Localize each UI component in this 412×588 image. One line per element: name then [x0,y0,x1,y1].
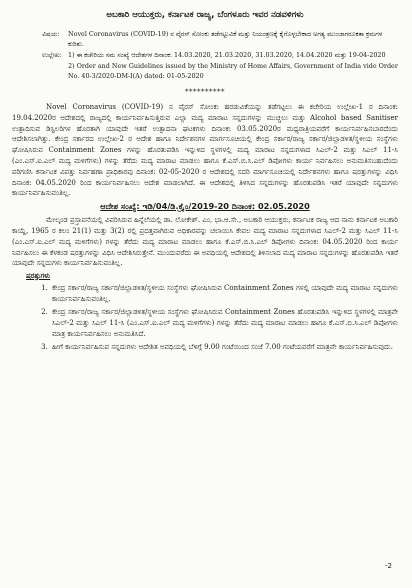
separator-stars: ********** [185,88,225,96]
references-block [42,50,398,81]
condition-item: 2. ಕೇಂದ್ರ ಸರ್ಕಾರ/ರಾಜ್ಯ ಸರ್ಕಾರ/ಜಿಲ್ಲಾಡಳಿತ/ಸ್ಥಳೀಯ ಸಂಸ್ಥೆಗಳು ಘೋಷಿಸಿರುವ Containment Zones ಹೊರತುಪಡಿಸಿ ಇನ್ನುಳಿದ ಸ್ಥಳಗಳಲ್ಲಿ ಮಾತ್ರವೇ ಸಿಎಲ್-2 ಮತ್ತು ಸಿಎಲ್ 11-ಸಿ (ಎಂ.ಎಸ್.ಐ.ಎಲ್ ಮದ್ಯ ಮಳಿಗೆಗಳು) ಗಳನ್ನು ತೆರೆದು ಮದ್ಯ ಮಾರಾಟ ಮಾಡಲು ಹಾಗೂ ಕೆ.ಎಸ್.ಬಿ.ಸಿ.ಎಲ್ ಡಿಪೋಗಳು ಮಾತ್ರ ಕಾರ್ಯನಿರ್ವಹಿಸಲು ಅನುಮತಿಸಿದೆ. [50,307,398,340]
reference-item-2: 2) Order and New Guidelines issued by the Ministry of Home Affairs, Government of India vide Order No. 40-3/2020-DM-I(A) dated: 01-05-2020 [68,62,398,80]
condition-item: 1. ಕೇಂದ್ರ ಸರ್ಕಾರ/ರಾಜ್ಯ ಸರ್ಕಾರ/ಜಿಲ್ಲಾಡಳಿತ/ಸ್ಥಳೀಯ ಸಂಸ್ಥೆಗಳು ಘೋಷಿಸಿರುವ Containment Zones ಗಳಲ್ಲಿ ಯಾವುದೇ ಮದ್ಯ ಮಾರಾಟ ಸನ್ನದುಗಳು ಕಾರ್ಯನಿರ್ವಹಿಸುವಂತಿಲ್ಲ. [50,283,398,305]
conditions-title: ಷರತ್ತುಗಳು [26,272,51,281]
subject-text: Novel Coronavirus (COVID-19) ನ ವೈರಸ್ ಸೋಂಕು ತಡೆಗಟ್ಟುವಿಕೆ ಮತ್ತು ನಿಯಂತ್ರಣಕ್ಕೆ ಕೈಗೊಳ್ಳಬೇಕಾದ ಅಗತ್ಯ ಮುಂಜಾಗರೂಕತಾ ಕ್ರಮಗಳ ಕುರಿತು. [68,30,383,48]
subject-label: ವಿಷಯ: [42,30,60,38]
intro-paragraph [12,102,398,199]
references-label: ಉಲ್ಲೇಖ: [42,51,62,59]
document-header: ಅಬಕಾರಿ ಆಯುಕ್ತರು, ಕರ್ನಾಟಕ ರಾಜ್ಯ, ಬೆಂಗಳೂರು ಇವರ ನಡವಳಿಗಳು [106,10,304,20]
order-paragraph [12,215,398,269]
intro-paragraph-text: Novel Coronavirus (COVID-19) ನ ವೈರಸ್ ಸೋಂಕು ಹರಡುವಿಕೆಯನ್ನು ತಡೆಗಟ್ಟಲು ಈ ಕಚೇರಿಯ ಉಲ್ಲೇಖ-1 ರ ದಿನಾಂಕ: 19.04.2020ರ ಆದೇಶದಲ್ಲಿ ರಾಜ್ಯದಲ್ಲಿ ಕಾರ್ಯನಿರ್ವಹಿಸುತ್ತಿರುವ ಎಲ್ಲಾ ಮದ್ಯ ಮಾರಾಟ ಸನ್ನದುಗಳನ್ನು ಮುಚ್ಚಲು ಮತ್ತು Alcohol based Sanitiser ಉತ್ಪಾದಿಸುವ ಡಿಸ್ಟಿಲರಿಗಳ ಹೊರತಾಗಿ ಯಾವುದೇ ಇತರೆ ಉತ್ಪಾದನಾ ಘಟಕಗಳು ದಿನಾಂಕ: 03.05.2020ರ ಮಧ್ಯರಾತ್ರಿಯವರೆಗೆ ಕಾರ್ಯನಿರ್ವಹಿಸಬಾರದೆಂದು ಆದೇಶಿಸಲಾಗಿತ್ತು. ಕೇಂದ್ರ ಸರ್ಕಾರದ ಉಲ್ಲೇಖ-2 ರ ಆದೇಶ ಹಾಗೂ ನಿರ್ದೇಶನಗಳ ಮಾರ್ಗಸೂಚಿಯಲ್ಲಿ ಕೇಂದ್ರ ಸರ್ಕಾರ/ರಾಜ್ಯ ಸರ್ಕಾರ/ಜಿಲ್ಲಾಡಳಿತ/ಸ್ಥಳೀಯ ಸಂಸ್ಥೆಗಳು ಘೋಷಿಸಿರುವ Containment Zones ಗಳನ್ನು ಹೊರತುಪಡಿಸಿ ಇನ್ನುಳಿದ ಸ್ಥಳಗಳಲ್ಲಿ ಮದ್ಯ ಮಾರಾಟ ಸನ್ನದುಗಳಾದ ಸಿಎಲ್-2 ಮತ್ತು ಸಿಎಲ್ 11-ಸಿ (ಎಂ.ಎಸ್.ಐ.ಎಲ್ ಮದ್ಯ ಮಳಿಗೆಗಳು) ಗಳನ್ನು ತೆರೆದು ಮದ್ಯ ಮಾರಾಟ ಮಾಡಲು ಹಾಗೂ ಕೆ.ಎಸ್.ಬಿ.ಸಿ.ಎಲ್ ಡಿಪೋಗಳು ಕಾರ್ಯ ನಿರ್ವಹಿಸಲು ಅನುಮತಿಸಬಹುದೆಂದು ಪರಿಗಣಿಸಿ ಕರ್ನಾಟಕ ವಿಪತ್ತು ನಿರ್ವಹಣಾ ಪ್ರಾಧಿಕಾರವು ದಿನಾಂಕ: 02-05-2020 ರ ಆದೇಶದಲ್ಲಿ ಸದರಿ ಮಾರ್ಗಸೂಚಿಯಲ್ಲಿ ನಿರ್ದೇಶನಗಳು ಹಾಗೂ ಷರತ್ತುಗಳನ್ನು ವಿಧಿಸಿ ದಿನಾಂಕ: 04.05.2020 ರಿಂದ ಕಾರ್ಯನಿರ್ವಹಿಸಲು ಆದೇಶ ಮಾಡಲಾಗಿದೆ. ಈ ಆದೇಶದಲ್ಲಿ ತಿಳಿಸಿದ ಸನ್ನದುಗಳನ್ನು ಹೊರತುಪಡಿಸಿ ಇತರೆ ಯಾವುದೇ ಸನ್ನದುಗಳು ಕಾರ್ಯನಿರ್ವಹಿಸುವಂತಿಲ್ಲ. [12,103,398,198]
references-list [68,50,398,81]
conditions-list [12,283,398,353]
order-title: ಆದೇಶ ಸಂಖ್ಯೆ: ಇಡಿ/04/ಡಿ.ಕ್ರೈಂ/2019-20 ದಿನಾಂಕ: 02.05.2020 [100,201,310,212]
order-paragraph-text: ಮೇಲ್ಕಂಡ ಪ್ರಸ್ತಾವನೆಯಲ್ಲಿ ವಿವರಿಸಿರುವ ಹಿನ್ನೆಲೆಯಲ್ಲಿ ಡಾ. ಲೋಕೇಶ್. ಎಂ, ಭಾ.ಆ.ಸೇ., ಅಬಕಾರಿ ಆಯುಕ್ತರು, ಕರ್ನಾಟಕ ರಾಜ್ಯ ಆದ ನಾನು ಕರ್ನಾಟಕ ಅಬಕಾರಿ ಕಾಯ್ದೆ, 1965 ರ ಕಲಂ 21(1) ಮತ್ತು 3(2) ರಲ್ಲಿ ಪ್ರದತ್ತವಾಗಿರುವ ಅಧಿಕಾರವನ್ನು ಚಲಾಯಿಸಿ ಕೇವಲ ಮದ್ಯ ಮಾರಾಟ ಸನ್ನದುಗಳಾದ ಸಿಎಲ್-2 ಮತ್ತು ಸಿಎಲ್ 11-ಸಿ (ಎಂ.ಎಸ್.ಐ.ಎಲ್ ಮದ್ಯ ಮಳಿಗೆಗಳು) ಗಳನ್ನು ತೆರೆದು ಮದ್ಯ ಮಾರಾಟ ಮಾಡಲು ಹಾಗೂ ಕೆ.ಎಸ್.ಬಿ.ಸಿ.ಎಲ್ ಡಿಪೋಗಳು ದಿನಾಂಕ: 04.05.2020 ರಿಂದ ಕಾರ್ಯ ನಿರ್ವಹಿಸಲು ಈ ಕೆಳಕಂಡ ಷರತ್ತುಗಳನ್ನು ವಿಧಿಸಿ ಆದೇಶಿಸಿರುತ್ತೇನೆ. ಮುಂದುವರೆದು ಈ ಅವಧಿಯಲ್ಲಿ ಆದೇಶದಲ್ಲಿ ತಿಳಿಸಲಾದ ಮದ್ಯ ಮಾರಾಟ ಸನ್ನದುಗಳನ್ನು ಹೊರತುಪಡಿಸಿ ಇತರೆ ಯಾವುದೇ ಸನ್ನದುಗಳು ಕಾರ್ಯನಿರ್ವಹಿಸುವಂತಿಲ್ಲ. [12,216,398,268]
page-number: -2 [385,562,392,570]
reference-item-1: 1) ಈ ಕಚೇರಿಯ ಸಮ ಸಂಖ್ಯೆ ಆದೇಶಗಳ ದಿನಾಂಕ: 14.03.2020, 21.03.2020, 31.03.2020, 14.04.2020 ಮತ್ತು 19-04-2020 [68,51,386,59]
condition-item: 3. ಹೀಗೆ ಕಾರ್ಯನಿರ್ವಹಿಸುವ ಸನ್ನದುಗಳು ಆದೇಶಿತ ಅವಧಿಯಲ್ಲಿ ಬೆಳಿಗ್ಗೆ 9.00 ಗಂಟೆಯಿಂದ ಸಂಜೆ 7.00 ಗಂಟೆಯವರೆಗೆ ಮಾತ್ರವೇ ಕಾರ್ಯನಿರ್ವಹಿಸುವುದು. [50,342,398,353]
subject-block [42,29,398,49]
